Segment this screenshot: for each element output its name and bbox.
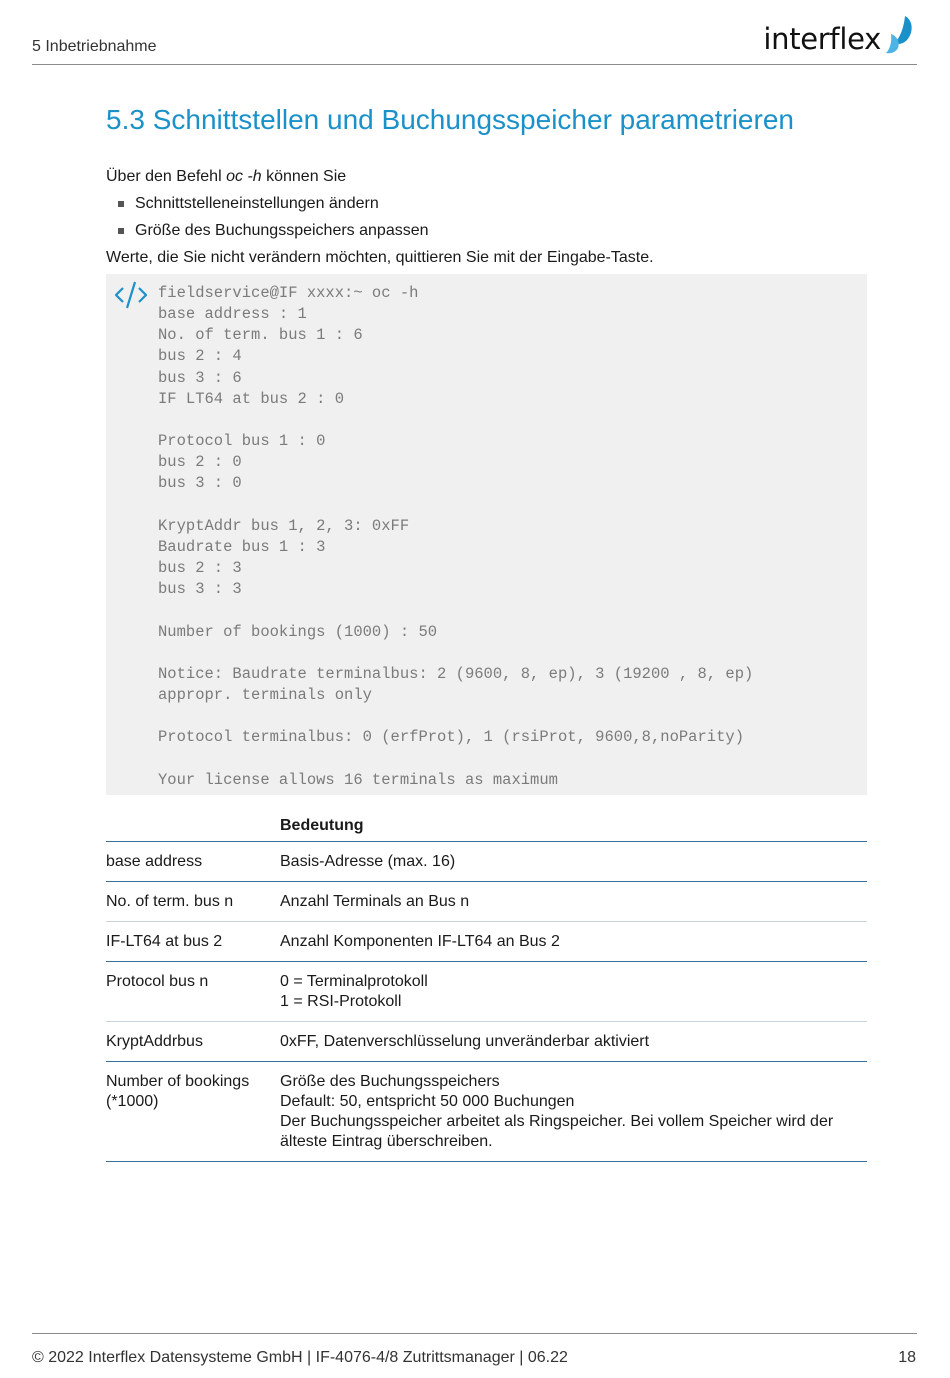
bullet-square-icon (118, 228, 124, 234)
meaning-cell: 0xFF, Datenverschlüsselung unveränderbar aktiviert (280, 1022, 867, 1062)
code-icon (114, 280, 148, 310)
code-line (158, 706, 753, 727)
code-line: IF LT64 at bus 2 : 0 (158, 389, 345, 408)
code-line: base address : 1 (158, 305, 307, 324)
table-row (106, 1062, 867, 1162)
param-cell: KryptAddrbus (106, 1022, 280, 1062)
table-row (106, 882, 867, 922)
code-line (158, 410, 753, 431)
code-line: Notice: Baudrate terminalbus: 2 (9600, 8, ep), 3 (19200 , 8, ep) (158, 664, 754, 683)
meaning-line: 1 = RSI-Protokoll (280, 993, 402, 1010)
code-line: bus 2 : 3 (158, 559, 242, 578)
command-name: oc -h (226, 168, 262, 185)
code-line: bus 3 : 0 (158, 474, 242, 493)
code-line: Protocol bus 1 : 0 (158, 432, 326, 451)
meaning-line: Der Buchungsspeicher arbeitet als Ringspeicher. Bei vollem Speicher wird der älteste Eintrag überschreiben. (280, 1113, 834, 1150)
meaning-line: Größe des Buchungsspeichers (280, 1073, 500, 1090)
header-parameter (106, 808, 280, 842)
page-header (32, 0, 917, 65)
param-cell (106, 1062, 280, 1162)
intro-line (106, 163, 866, 190)
code-line (158, 643, 753, 664)
meaning-line: 0 = Terminalprotokoll (280, 973, 428, 990)
code-line (158, 748, 753, 769)
meaning-cell: Anzahl Komponenten IF-LT64 an Bus 2 (280, 922, 867, 962)
param-cell: IF-LT64 at bus 2 (106, 922, 280, 962)
code-line: Baudrate bus 1 : 3 (158, 537, 326, 556)
intro-text-before: Über den Befehl (106, 168, 227, 185)
intro-text (106, 163, 866, 271)
table-row (106, 962, 867, 1022)
intro-text-after: können Sie (261, 168, 347, 185)
param-cell: No. of term. bus n (106, 882, 280, 922)
code-line: bus 2 : 4 (158, 347, 242, 366)
param-cell: base address (106, 842, 280, 882)
bullet-square-icon (118, 201, 124, 207)
bullet-item (106, 217, 866, 244)
butterfly-icon (883, 14, 917, 56)
meaning-cell (280, 962, 867, 1022)
meaning-cell: Basis-Adresse (max. 16) (280, 842, 867, 882)
code-line: fieldservice@IF xxxx:~ oc -h (158, 284, 419, 302)
code-line (158, 600, 753, 621)
code-line: Your license allows 16 terminals as maximum (158, 770, 558, 789)
bullet-item (106, 190, 866, 217)
bullet-text: Schnittstelleneinstellungen ändern (135, 195, 379, 212)
table-header-row (106, 808, 867, 842)
code-line: appropr. terminals only (158, 685, 372, 704)
header-meaning: Bedeutung (280, 808, 867, 842)
meaning-cell: Anzahl Terminals an Bus n (280, 882, 867, 922)
code-line: Protocol terminalbus: 0 (erfProt), 1 (rsiProt, 9600,8,noParity) (158, 728, 744, 747)
code-line: bus 3 : 3 (158, 580, 242, 599)
table-row (106, 842, 867, 882)
chapter-label: 5 Inbetriebnahme (32, 38, 157, 55)
interflex-logo (763, 14, 917, 56)
section-title: 5.3 Schnittstellen und Buchungsspeicher parametrieren (106, 104, 794, 135)
page-footer (32, 1333, 917, 1366)
table-row (106, 922, 867, 962)
code-block (106, 274, 867, 795)
parameter-table (106, 808, 867, 1162)
param-line: (*1000) (106, 1093, 159, 1110)
copyright-text: © 2022 Interflex Datensysteme GmbH | IF-4076-4/8 Zutrittsmanager | 06.22 (32, 1349, 568, 1366)
code-line: Number of bookings (1000) : 50 (158, 622, 438, 641)
code-line: KryptAddr bus 1, 2, 3: 0xFF (158, 516, 410, 535)
param-cell: Protocol bus n (106, 962, 280, 1022)
code-line: bus 2 : 0 (158, 453, 242, 472)
page-number: 18 (898, 1349, 916, 1366)
code-line: No. of term. bus 1 : 6 (158, 326, 363, 345)
meaning-cell (280, 1062, 867, 1162)
logo-text: interflex (763, 22, 881, 56)
code-text (158, 283, 753, 791)
code-line: bus 3 : 6 (158, 368, 242, 387)
meaning-line: Default: 50, entspricht 50 000 Buchungen (280, 1093, 575, 1110)
intro-note: Werte, die Sie nicht verändern möchten, quittieren Sie mit der Eingabe-Taste. (106, 249, 654, 266)
param-line: Number of bookings (106, 1073, 250, 1090)
bullet-text: Größe des Buchungsspeichers anpassen (135, 222, 429, 239)
table-row (106, 1022, 867, 1062)
code-line (158, 495, 753, 516)
